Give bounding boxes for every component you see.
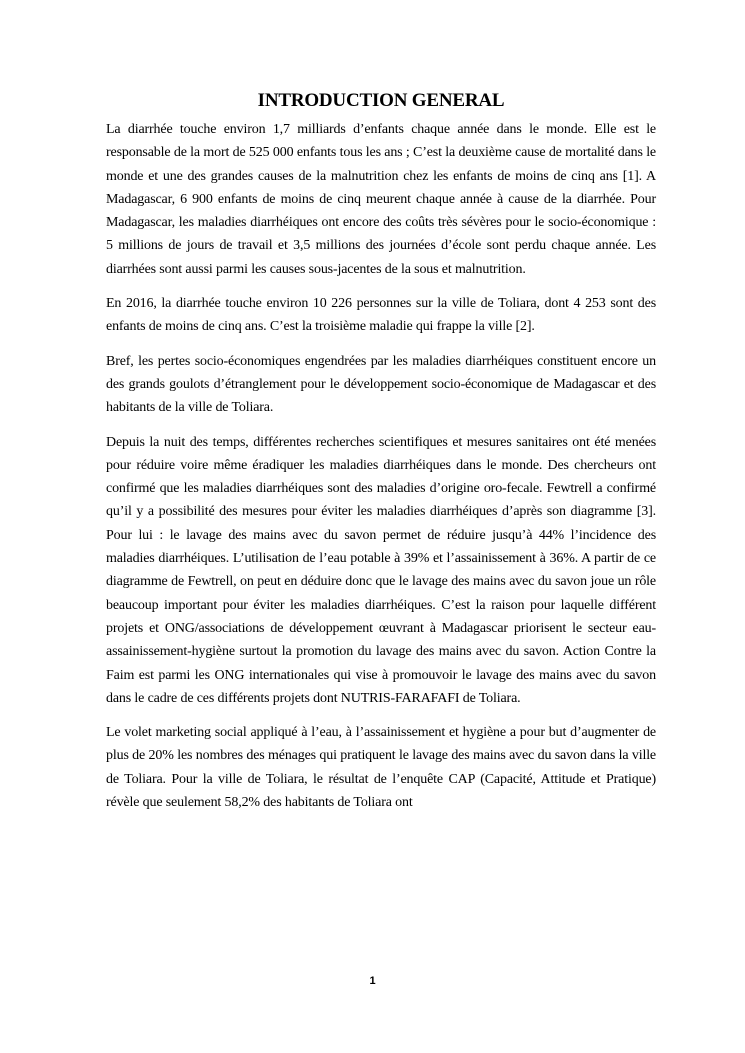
paragraph-5: Le volet marketing social appliqué à l’eau, à l’assainissement et hygiène a pour but d’augmenter de plus de 20% les nombres des ménages qui pratiquent le lavage des mains avec du savon dans la ville de Toliara. Pour la ville de Toliara, le résultat de l’enquête CAP (Capacité, Attitude et Pratique) révèle que seulement 58,2% des habitants de Toliara ont	[106, 725, 656, 811]
paragraph-1: La diarrhée touche environ 1,7 milliards d’enfants chaque année dans le monde. Elle est le responsable de la mort de 525 000 enfants tous les ans ; C’est la deuxième cause de mortalité dans le monde et une des grandes causes de la malnutrition chez les enfants de moins de cinq ans [1]. A Madagascar, 6 900 enfants de moins de cinq meurent chaque année à cause de la diarrhée. Pour Madagascar, les maladies diarrhéiques ont encore des coûts très sévères pour le socio-économique : 5 millions de jours de travail et 3,5 millions des journées d’école sont perdu chaque année. Les diarrhées sont aussi parmi les causes sous-jacentes de la sous et malnutrition.	[106, 122, 656, 277]
page-title: INTRODUCTION GENERAL	[257, 90, 505, 111]
paragraph-4: Depuis la nuit des temps, différentes recherches scientifiques et mesures sanitaires ont été menées pour réduire voire même éradiquer les maladies diarrhéiques dans le monde. Des chercheurs ont confirmé que les maladies diarrhéiques sont des maladies d’origine oro-fecale. Fewtrell a confirmé qu’il y a possibilité des mesures pour éviter les maladies diarrhéiques d’après son diagramme [3]. Pour lui : le lavage des mains avec du savon permet de réduire jusqu’à 44% l’incidence des maladies diarrhéiques. L’utilisation de l’eau potable à 39% et l’assainissement à 36%. A partir de ce diagramme de Fewtrell, on peut en déduire donc que le lavage des mains avec du savon joue un rôle beaucoup important pour éviter les maladies diarrhéiques. C’est la raison pour laquelle différent projets et ONG/associations de développement œuvrant à Madagascar priorisent le secteur eau-assainissement-hygiène surtout la promotion du lavage des mains avec du savon. Action Contre la Faim est parmi les ONG internationales qui vise à promouvoir le lavage des mains avec du savon dans le cadre de ces différents projets dont NUTRIS-FARAFAFI de Toliara.	[106, 434, 656, 706]
page-body	[106, 89, 656, 825]
paragraph-3: Bref, les pertes socio-économiques engendrées par les maladies diarrhéiques constituent encore un des grands goulots d’étranglement pour le développement socio-économique de Madagascar et des habitants de la ville de Toliara.	[106, 353, 656, 416]
paragraph-2: En 2016, la diarrhée touche environ 10 226 personnes sur la ville de Toliara, dont 4 253 sont des enfants de moins de cinq ans. C’est la troisième maladie qui frappe la ville [2].	[106, 296, 656, 335]
page-number: 1	[369, 975, 376, 987]
